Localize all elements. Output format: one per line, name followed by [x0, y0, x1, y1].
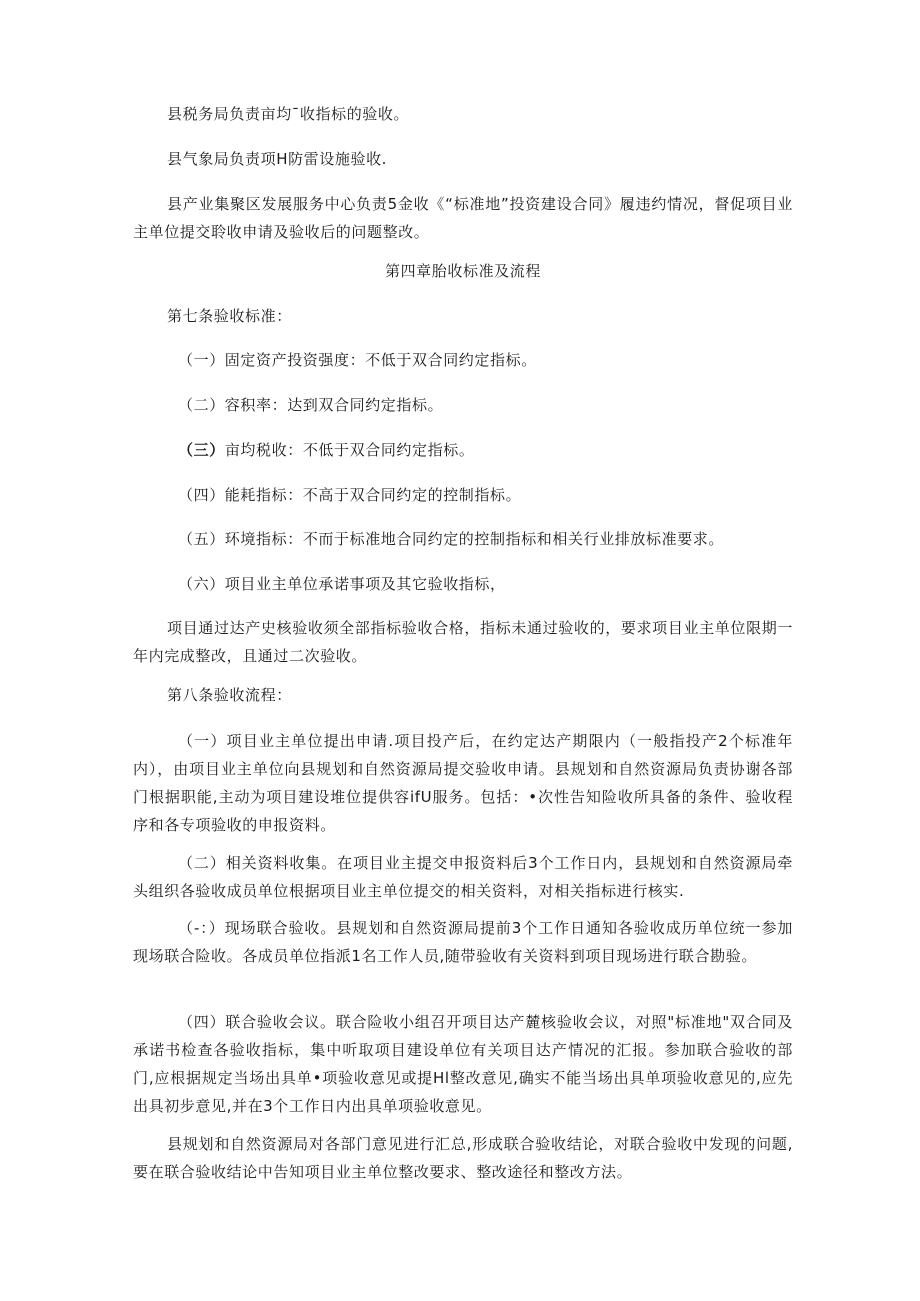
article7-item-2: （二）容积率：达到双合同约定指标。 — [178, 396, 444, 414]
article7-title: 第七条验收标准： — [167, 307, 292, 325]
paragraph-meteorology-bureau: 县气象局负责项H防雷设施验收. — [167, 150, 388, 168]
article8-item-4: （四）联合验收会议。联合险收小组召开项目达产麓核验收会议，对照"标准地"双合同及承诺书检查各验收指标，集中听取项目建设单位有关项目达产情况的汇报。参加联合验收的部门,应根据规定当场出具单•项验收意见或提Hl整改意见,确实不能当场出具单项验收意见的,应先出具初步意见,并在3个工作日内出具单项验收意见。 — [133, 1013, 793, 1115]
article7-item-4: （四）能耗指标：不高于双合同约定的控制指标。 — [178, 486, 522, 504]
chapter-heading: 第四章胎收标准及流程 — [384, 262, 541, 280]
article8-item-1: （一）项目业主单位提出申请.项目投产后，在约定达产期限内（一般指投产2个标准年内），由项目业主单位向县规划和自然资源局提交验收申请。县规划和自然资源局负责协谢各部门根据职能,主动为项目建设堆位提供容ifU服务。包括：•次性告知险收所具备的条件、验收程序和各专项验收的申报资料。 — [133, 732, 793, 834]
article7-item-1: （一）固定资产投资强度：不低于双合同约定指标。 — [178, 351, 537, 369]
article7-item-3-text: 亩均税收：不低于双合同约定指标。 — [224, 441, 475, 459]
article7-note: 项目通过达产史核验收须全部指标验收合格，指标未通过验收的，要求项目业主单位限期一年内完成整改，且通过二次验收。 — [133, 619, 793, 665]
article8-item-2: （二）相关资料收集。在项目业主提交申报资料后3个工作日内，县规划和自然资源局牵头组织各验收成员单位根据项目业主单位提交的相关资料，对相关指标进行核实. — [133, 854, 793, 900]
article7-item-3-prefix: （三） — [178, 441, 225, 459]
paragraph-tax-bureau: 县税务局负责亩均ˉ收指标的验收。 — [167, 105, 410, 123]
paragraph-industry-cluster: 县产业集聚区发展服务中心负责5金收《“标准地”投资建设合同》履违约情况，督促项目业主单位提交聆收申请及验收后的问题整改。 — [133, 195, 793, 241]
article8-title: 第八条验收流程： — [167, 686, 292, 704]
article7-item-5: （五）环境指标：不而于标准地合同约定的控制指标和相关行业排放标准要求。 — [178, 530, 725, 548]
article8-item-3: （-：）现场联合验收。县规划和自然资源局提前3个工作日通知各验收成历单位统一参加现场联合险收。各成员单位指派1名工作人员,随带验收有关资料到项目现场进行联合勘验。 — [133, 919, 793, 965]
closing-paragraph: 县规划和自然资源局对各部门意见进行汇总,形成联合验收结论，对联合验收中发现的问题,要在联合验收结论中告知项目业主单位整改要求、整改途径和整改方法。 — [133, 1135, 793, 1181]
article7-item-6: （六）项目业主单位承诺事项及其它验收指标， — [178, 575, 506, 593]
article7-item-3 — [133, 436, 793, 464]
